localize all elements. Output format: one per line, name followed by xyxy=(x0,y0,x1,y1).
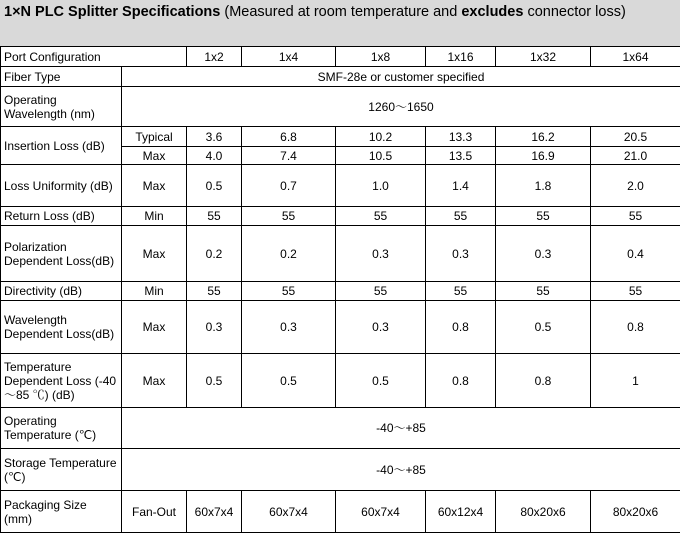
cell-value: 55 xyxy=(336,207,426,226)
title-note-bold: excludes xyxy=(461,4,523,20)
cell-value: 10.5 xyxy=(336,147,426,165)
cell-value: 55 xyxy=(242,282,336,301)
cell-value: 7.4 xyxy=(242,147,336,165)
cell-value: 80x20x6 xyxy=(496,491,591,533)
cell-value: 55 xyxy=(336,282,426,301)
row-sublabel: Max xyxy=(122,301,187,354)
cell-value: 60x7x4 xyxy=(242,491,336,533)
table-row xyxy=(1,354,680,408)
title-note-2: connector loss) xyxy=(523,4,625,20)
specifications-table xyxy=(0,46,680,533)
table-row xyxy=(1,408,680,449)
cell-value: 3.6 xyxy=(187,127,242,147)
cell-value: 55 xyxy=(187,207,242,226)
cell-value: 0.2 xyxy=(187,226,242,282)
cell-value: 10.2 xyxy=(336,127,426,147)
column-header: 1x8 xyxy=(336,47,426,67)
row-label: Temperature Dependent Loss (-40～85 ℃) (dB) xyxy=(1,354,122,408)
cell-value: 21.0 xyxy=(591,147,680,165)
cell-value: 0.7 xyxy=(242,165,336,207)
cell-value: 0.3 xyxy=(336,226,426,282)
row-label: Storage Temperature (℃) xyxy=(1,449,122,491)
cell-value: 80x20x6 xyxy=(591,491,680,533)
row-sublabel: Fan-Out xyxy=(122,491,187,533)
row-label: Polarization Dependent Loss(dB) xyxy=(1,226,122,282)
row-sublabel: Min xyxy=(122,207,187,226)
row-label: Operating Temperature (℃) xyxy=(1,408,122,449)
cell-value: 55 xyxy=(591,207,680,226)
cell-value: 16.9 xyxy=(496,147,591,165)
cell-value: 55 xyxy=(426,207,496,226)
table-row xyxy=(1,165,680,207)
column-header: 1x64 xyxy=(591,47,680,67)
row-sublabel: Max xyxy=(122,226,187,282)
row-label: Wavelength Dependent Loss(dB) xyxy=(1,301,122,354)
table-row xyxy=(1,87,680,127)
cell-value: 0.3 xyxy=(187,301,242,354)
cell-value: 0.8 xyxy=(496,354,591,408)
cell-value: 0.5 xyxy=(242,354,336,408)
row-label: Packaging Size (mm) xyxy=(1,491,122,533)
table-row xyxy=(1,47,680,67)
row-label: Port Configuration xyxy=(1,47,187,67)
cell-value: 60x12x4 xyxy=(426,491,496,533)
cell-value: 1.8 xyxy=(496,165,591,207)
cell-value: 0.5 xyxy=(187,354,242,408)
row-label: Loss Uniformity (dB) xyxy=(1,165,122,207)
row-label: Fiber Type xyxy=(1,67,122,87)
row-label: Operating Wavelength (nm) xyxy=(1,87,122,127)
cell-value: 1.0 xyxy=(336,165,426,207)
cell-value: 55 xyxy=(187,282,242,301)
cell-value: -40～+85 xyxy=(122,449,680,491)
cell-value: 55 xyxy=(496,282,591,301)
cell-value: 0.4 xyxy=(591,226,680,282)
cell-value: 0.5 xyxy=(187,165,242,207)
row-label: Insertion Loss (dB) xyxy=(1,127,122,165)
title-main: 1×N PLC Splitter Specifications xyxy=(4,4,220,20)
row-sublabel: Max xyxy=(122,147,187,165)
cell-value: 0.8 xyxy=(426,354,496,408)
column-header: 1x4 xyxy=(242,47,336,67)
cell-value: 0.8 xyxy=(426,301,496,354)
cell-value: 13.5 xyxy=(426,147,496,165)
cell-value: 0.8 xyxy=(591,301,680,354)
row-sublabel: Min xyxy=(122,282,187,301)
cell-value: 20.5 xyxy=(591,127,680,147)
cell-value: 0.5 xyxy=(336,354,426,408)
cell-value: 0.3 xyxy=(336,301,426,354)
table-row xyxy=(1,491,680,533)
cell-value: 55 xyxy=(496,207,591,226)
column-header: 1x16 xyxy=(426,47,496,67)
cell-value: 0.2 xyxy=(242,226,336,282)
table-title xyxy=(0,0,680,46)
cell-value: 16.2 xyxy=(496,127,591,147)
row-sublabel: Max xyxy=(122,165,187,207)
cell-value: 4.0 xyxy=(187,147,242,165)
cell-value: 1.4 xyxy=(426,165,496,207)
cell-value: 55 xyxy=(242,207,336,226)
cell-value: 6.8 xyxy=(242,127,336,147)
cell-value: 2.0 xyxy=(591,165,680,207)
column-header: 1x2 xyxy=(187,47,242,67)
cell-value: -40～+85 xyxy=(122,408,680,449)
cell-value: 55 xyxy=(426,282,496,301)
cell-value: 0.5 xyxy=(496,301,591,354)
row-label: Return Loss (dB) xyxy=(1,207,122,226)
table-row xyxy=(1,127,680,147)
table-row xyxy=(1,301,680,354)
cell-value: 1 xyxy=(591,354,680,408)
table-row xyxy=(1,449,680,491)
row-sublabel: Max xyxy=(122,354,187,408)
row-sublabel: Typical xyxy=(122,127,187,147)
title-note-1: (Measured at room temperature and xyxy=(220,4,461,20)
cell-value: 13.3 xyxy=(426,127,496,147)
row-label: Directivity (dB) xyxy=(1,282,122,301)
table-row xyxy=(1,207,680,226)
cell-value: 55 xyxy=(591,282,680,301)
table-row xyxy=(1,67,680,87)
cell-value: SMF-28e or customer specified xyxy=(122,67,680,87)
cell-value: 60x7x4 xyxy=(187,491,242,533)
cell-value: 60x7x4 xyxy=(336,491,426,533)
cell-value: 0.3 xyxy=(426,226,496,282)
table-row xyxy=(1,226,680,282)
cell-value: 1260～1650 xyxy=(122,87,680,127)
table-row xyxy=(1,282,680,301)
cell-value: 0.3 xyxy=(242,301,336,354)
column-header: 1x32 xyxy=(496,47,591,67)
cell-value: 0.3 xyxy=(496,226,591,282)
